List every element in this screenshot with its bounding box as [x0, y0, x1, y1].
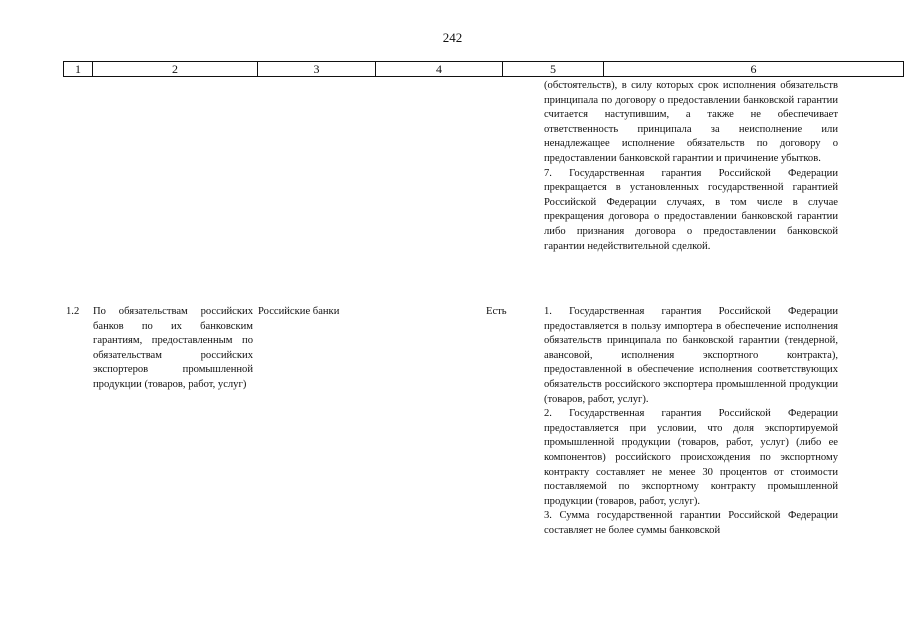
row-number: 1.2: [66, 306, 80, 317]
condition-paragraph: 7. Государственная гарантия Российской Федерации прекращается в установленных государственной гарантией Российской Федерации случаях, в том числе в случае прекращения договора о предоставлении банковской гарантии либо признания договора о предоставлении банковской гарантии недействительной сделкой.: [544, 167, 838, 252]
row-principal: Российские банки: [258, 306, 340, 317]
condition-paragraph: 2. Государственная гарантия Российской Федерации предоставляется при условии, что доля экспортируемой промышленной продукции (товаров, работ, услуг) (либо ее компонентов) российского происхождения по экспортному контракту составляет не менее 30 процентов от стоимости поставляемой по экспортному контракту промышленной продукции (товаров, работ, услуг).: [544, 408, 838, 507]
continued-conditions-text: [544, 79, 838, 254]
row-conditions: [544, 305, 838, 539]
header-col-1: 1: [64, 62, 93, 76]
condition-paragraph: (обстоятельств), в силу которых срок исполнения обязательств принципала по договору о предоставлении банковской гарантии считается наступившим, а также не обеспечивает ответственность принципала за неисполнение или ненадлежащее исполнение обязательств по договору о предоставлении банковской гарантии и причинение убытков.: [544, 80, 838, 164]
header-col-5: 5: [503, 62, 604, 76]
header-col-4: 4: [376, 62, 503, 76]
header-col-2: 2: [93, 62, 258, 76]
page-number: 242: [442, 30, 463, 45]
table-header-row: [63, 61, 904, 77]
header-col-6: 6: [750, 62, 757, 76]
condition-paragraph: 3. Сумма государственной гарантии Российской Федерации составляет не более суммы банковской: [544, 510, 838, 536]
row-description: По обязательствам российских банков по их банковским гарантиям, предоставленным по обязательствам российских экспортеров промышленной продукции (товаров, работ, услуг): [93, 306, 253, 390]
row-recourse: Есть: [486, 306, 507, 317]
header-col-3: 3: [258, 62, 376, 76]
condition-paragraph: 1. Государственная гарантия Российской Федерации предоставляется в пользу импортера в обеспечение исполнения обязательств принципала по банковской гарантии (тендерной, авансовой, исполнения экспортного контракта), предоставленной в обеспечение исполнения соответствующих обязательств российского экспортера промышленной продукции (товаров, работ, услуг).: [544, 306, 838, 405]
